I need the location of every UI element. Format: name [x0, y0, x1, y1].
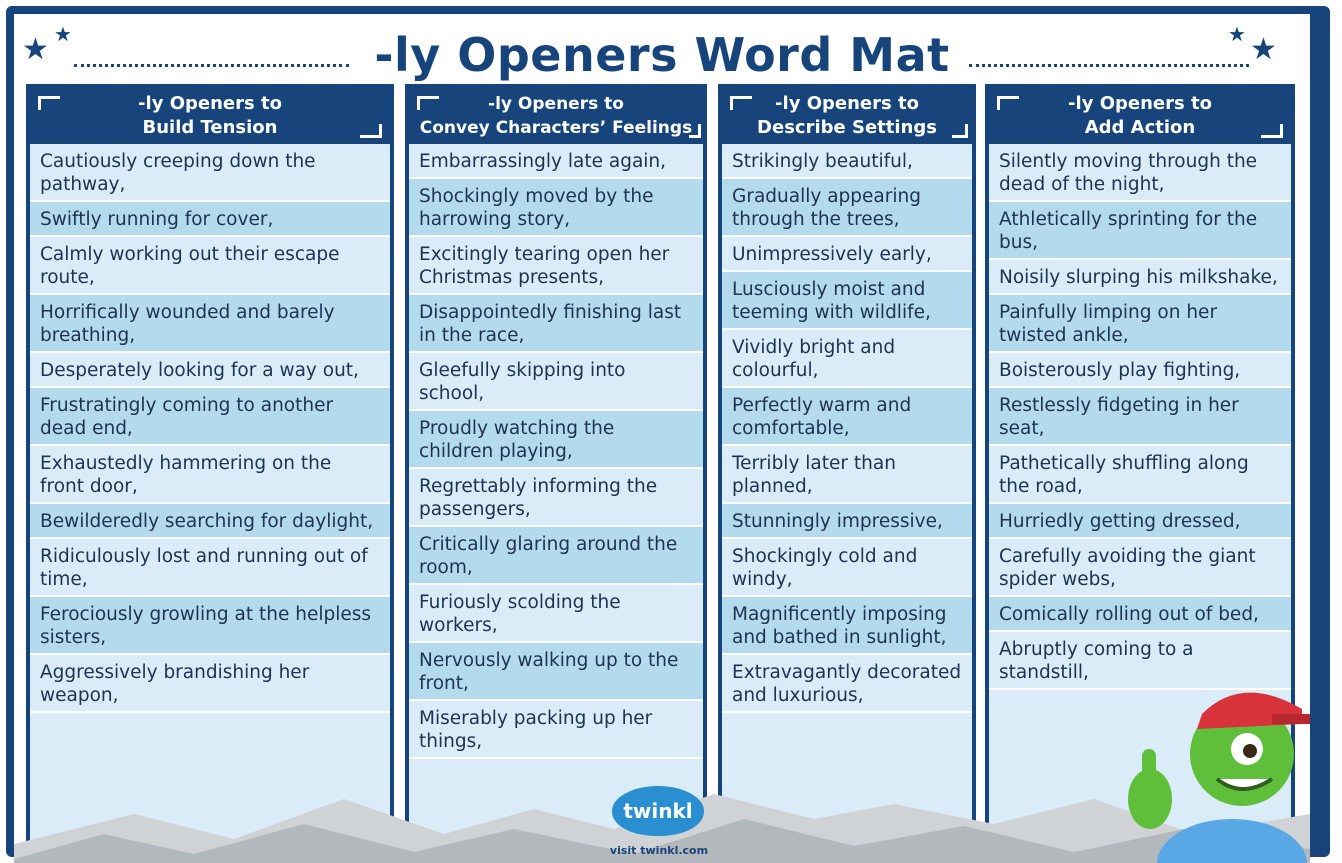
- opener-list: [722, 144, 972, 713]
- word-mat: [14, 14, 1310, 863]
- column-heading-line2: Add Action: [1084, 117, 1196, 138]
- column-heading: [409, 88, 703, 144]
- opener-list: [989, 144, 1291, 690]
- column-heading: [30, 88, 390, 144]
- column-heading-line2: Build Tension: [142, 117, 278, 138]
- list-item: Exhaustedly hammering on the front door,: [30, 446, 390, 504]
- list-item: Magnificently imposing and bathed in sunlight,: [722, 597, 972, 655]
- corner-bracket-icon: [38, 96, 60, 110]
- list-item: Shockingly cold and windy,: [722, 539, 972, 597]
- alien-mascot-icon: [1112, 674, 1310, 863]
- corner-bracket-icon: [360, 124, 382, 138]
- corner-bracket-icon: [952, 124, 968, 138]
- list-item: Pathetically shuffling along the road,: [989, 446, 1291, 504]
- list-item: Strikingly beautiful,: [722, 144, 972, 179]
- list-item: Lusciously moist and teeming with wildlife,: [722, 272, 972, 330]
- list-item: Carefully avoiding the giant spider webs,: [989, 539, 1291, 597]
- list-item: Vividly bright and colourful,: [722, 330, 972, 388]
- list-item: Unimpressively early,: [722, 237, 972, 272]
- list-item: Nervously walking up to the front,: [409, 643, 703, 701]
- list-item: Desperately looking for a way out,: [30, 353, 390, 388]
- list-item: Bewilderedly searching for daylight,: [30, 504, 390, 539]
- list-item: Embarrassingly late again,: [409, 144, 703, 179]
- star-icon: ★: [22, 32, 49, 67]
- column-convey-feelings: [405, 84, 707, 863]
- corner-bracket-icon: [417, 96, 439, 110]
- column-heading-line1: -ly Openers to: [1068, 93, 1212, 114]
- column-build-tension: [26, 84, 394, 863]
- dotted-line-right: [969, 64, 1249, 68]
- list-item: Excitingly tearing open her Christmas presents,: [409, 237, 703, 295]
- list-item: Shockingly moved by the harrowing story,: [409, 179, 703, 237]
- list-item: Silently moving through the dead of the night,: [989, 144, 1291, 202]
- column-heading-line1: -ly Openers to: [775, 93, 919, 114]
- list-item: Aggressively brandishing her weapon,: [30, 655, 390, 713]
- list-item: Comically rolling out of bed,: [989, 597, 1291, 632]
- column-heading-line1: -ly Openers to: [138, 93, 282, 114]
- list-item: Gradually appearing through the trees,: [722, 179, 972, 237]
- list-item: Cautiously creeping down the pathway,: [30, 144, 390, 202]
- list-item: Calmly working out their escape route,: [30, 237, 390, 295]
- list-item: Abruptly coming to a standstill,: [989, 632, 1291, 690]
- list-item: Miserably packing up her things,: [409, 701, 703, 759]
- list-item: Painfully limping on her twisted ankle,: [989, 295, 1291, 353]
- list-item: Restlessly fidgeting in her seat,: [989, 388, 1291, 446]
- list-item: Perfectly warm and comfortable,: [722, 388, 972, 446]
- list-item: Proudly watching the children playing,: [409, 411, 703, 469]
- star-icon: ★: [1228, 22, 1246, 46]
- list-item: Extravagantly decorated and luxurious,: [722, 655, 972, 713]
- star-icon: ★: [1250, 32, 1277, 67]
- corner-bracket-icon: [997, 96, 1019, 110]
- list-item: Athletically sprinting for the bus,: [989, 202, 1291, 260]
- corner-bracket-icon: [1261, 124, 1283, 138]
- list-item: Furiously scolding the workers,: [409, 585, 703, 643]
- list-item: Disappointedly finishing last in the race,: [409, 295, 703, 353]
- column-heading: [722, 88, 972, 144]
- column-heading-line2: Convey Characters’ Feelings: [419, 118, 693, 138]
- column-heading: [989, 88, 1291, 144]
- column-describe-settings: [718, 84, 976, 863]
- opener-list: [409, 144, 703, 759]
- opener-list: [30, 144, 390, 713]
- list-item: Hurriedly getting dressed,: [989, 504, 1291, 539]
- star-icon: ★: [54, 22, 72, 46]
- list-item: Boisterously play fighting,: [989, 353, 1291, 388]
- list-item: Ferociously growling at the helpless sisters,: [30, 597, 390, 655]
- list-item: Noisily slurping his milkshake,: [989, 260, 1291, 295]
- list-item: Gleefully skipping into school,: [409, 353, 703, 411]
- list-item: Regrettably informing the passengers,: [409, 469, 703, 527]
- list-item: Swiftly running for cover,: [30, 202, 390, 237]
- twinkl-logo: twinkl: [612, 786, 704, 836]
- list-item: Frustratingly coming to another dead end,: [30, 388, 390, 446]
- column-heading-line2: Describe Settings: [757, 117, 937, 138]
- page-title: -ly Openers Word Mat: [374, 28, 950, 82]
- list-item: Horrifically wounded and barely breathing,: [30, 295, 390, 353]
- list-item: Stunningly impressive,: [722, 504, 972, 539]
- visit-link-text: visit twinkl.com: [609, 844, 709, 857]
- corner-bracket-icon: [689, 124, 701, 138]
- corner-bracket-icon: [730, 96, 752, 110]
- column-heading-line1: -ly Openers to: [488, 94, 624, 114]
- list-item: Terribly later than planned,: [722, 446, 972, 504]
- list-item: Critically glaring around the room,: [409, 527, 703, 585]
- list-item: Ridiculously lost and running out of time,: [30, 539, 390, 597]
